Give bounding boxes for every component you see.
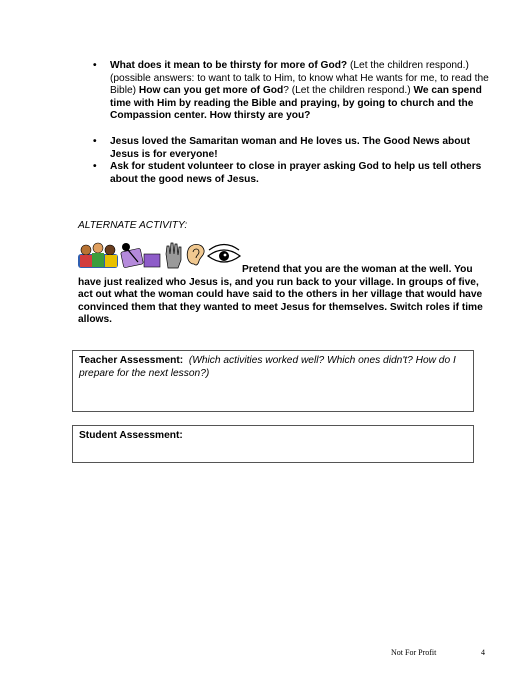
- answer-spend-time: We can spend time with Him by reading the Bible and praying, by going to church and the Compassion center. How thirsty are you?: [110, 85, 482, 122]
- page-number: 4: [481, 648, 485, 657]
- note-possible-answers: (Let the children respond.) (possible answers: to want to talk to Him, to know what He wants for me, to read the Bible): [110, 60, 489, 97]
- eye-icon: [208, 245, 240, 263]
- bullet-item-thirsty: [93, 60, 493, 123]
- bullet-item-prayer: [93, 161, 493, 186]
- teacher-assessment-box[interactable]: [72, 350, 474, 412]
- teacher-assessment-label: Teacher Assessment:: [79, 355, 184, 366]
- footer-note: Not For Profit: [391, 648, 437, 657]
- student-assessment-label: Student Assessment:: [79, 430, 183, 441]
- question-more-of-god: How can you get more of God: [138, 85, 284, 97]
- student-assessment-box[interactable]: [72, 425, 474, 463]
- good-news-text: Jesus loved the Samaritan woman and He loves us. The Good News about Jesus is for everyone!: [110, 135, 471, 160]
- note-children-respond: ? (Let the children respond.): [283, 85, 414, 97]
- prayer-text: Ask for student volunteer to close in prayer asking God to help us tell others about the good news of Jesus.: [110, 161, 482, 185]
- alternate-activity-text: Pretend that you are the woman at the well. You have just realized who Jesus is, and you run back to your village. In groups of five, act out what the woman could have said to the others in her village that would have convinced them that they wanted to meet Jesus for themselves. Switch roles if time allows.: [78, 264, 483, 326]
- bullet-item-good-news: [93, 136, 493, 161]
- ear-icon: [187, 244, 204, 265]
- teacher-assessment-prompt: (Which activities worked well? Which ones didn't? How do I prepare for the next lesson?): [79, 355, 456, 379]
- question-thirsty: What does it mean to be thirsty for more of God?: [110, 60, 348, 71]
- bullet-list: [93, 60, 493, 186]
- alternate-activity-heading: ALTERNATE ACTIVITY:: [78, 220, 188, 231]
